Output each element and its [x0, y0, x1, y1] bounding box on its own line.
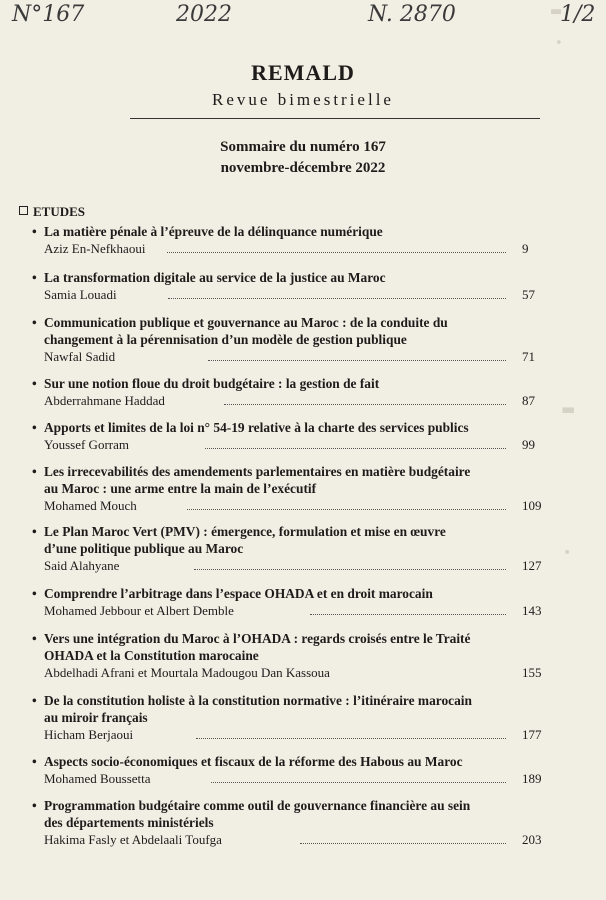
dot-leader [167, 252, 506, 253]
article-title [32, 223, 547, 240]
checkbox-icon [19, 206, 28, 215]
toc-entry [32, 269, 547, 304]
article-title-line: • La matière pénale à l’épreuve de la délinquance numérique [44, 224, 383, 239]
author-line [32, 436, 547, 454]
toc-entry [32, 630, 547, 682]
article-title-line: • Apports et limites de la loi n° 54-19 relative à la charte des services publics [44, 420, 469, 435]
summary-date: novembre-décembre 2022 [220, 160, 386, 176]
author-line [32, 240, 547, 258]
article-title-line: • Le Plan Maroc Vert (PMV) : émergence, formulation et mise en œuvre [44, 524, 446, 539]
article-title-line: • De la constitution holiste à la constitution normative : l’itinéraire marocain [44, 693, 472, 708]
author-line [32, 557, 547, 575]
article-title-line: • Aspects socio-économiques et fiscaux de la réforme des Habous au Maroc [44, 754, 463, 769]
article-authors: Samia Louadi [44, 287, 117, 302]
toc-entry [32, 753, 547, 788]
page-number: 109 [522, 498, 542, 513]
page-number: 177 [522, 727, 542, 742]
author-line [32, 831, 547, 849]
dot-leader [211, 782, 506, 783]
dot-leader [208, 360, 506, 361]
page-number: 203 [522, 832, 542, 847]
article-title [32, 419, 547, 436]
handwritten-part: 1/2 [560, 2, 596, 27]
article-authors: Hakima Fasly et Abdelaali Toufga [44, 832, 222, 847]
article-authors: Mohamed Jebbour et Albert Demble [44, 603, 234, 618]
page-number: 57 [522, 287, 535, 302]
toc-entry [32, 375, 547, 410]
article-title-line: • Sur une notion floue du droit budgétaire : la gestion de fait [44, 376, 380, 391]
toc-entry [32, 419, 547, 454]
page-number: 155 [522, 665, 542, 680]
handwritten-issue-number: N°167 [12, 2, 85, 27]
article-title-line: • Les irrecevabilités des amendements parlementaires en matière budgétaire [44, 464, 471, 479]
page-number: 9 [522, 241, 529, 256]
article-title-line: au miroir français [44, 710, 148, 725]
author-line [32, 770, 547, 788]
page-number: 189 [522, 771, 542, 786]
summary-title: Sommaire du numéro 167 [220, 139, 386, 155]
article-title-line: • Vers une intégration du Maroc à l’OHADA : regards croisés entre le Traité [44, 631, 471, 646]
article-authors: Abderrahmane Haddad [44, 393, 165, 408]
dot-leader [168, 298, 506, 299]
toc-entry [32, 692, 547, 744]
page-number: 87 [522, 393, 535, 408]
article-title-line: • La transformation digitale au service de la justice au Maroc [44, 270, 386, 285]
section-label: ETUDES [33, 204, 86, 219]
toc-entry [32, 463, 547, 515]
dot-leader [187, 509, 506, 510]
article-authors: Aziz En-Nefkhaoui [44, 241, 146, 256]
article-title-line: changement à la pérennisation d’un modèle de gestion publique [44, 332, 407, 347]
toc-entry [32, 523, 547, 575]
handwritten-inventory-number: N. 2870 [368, 2, 456, 27]
toc-entry [32, 314, 547, 366]
dot-leader [300, 843, 506, 844]
article-title [32, 753, 547, 770]
article-title [32, 463, 547, 497]
show-through-mark: • [563, 545, 572, 561]
article-authors: Youssef Gorram [44, 437, 129, 452]
article-title [32, 314, 547, 348]
article-title [32, 692, 547, 726]
article-title [32, 523, 547, 557]
article-title-line: des départements ministériels [44, 815, 214, 830]
article-authors: Mohamed Boussetta [44, 771, 151, 786]
article-title [32, 585, 547, 602]
article-title [32, 269, 547, 286]
dot-leader [196, 738, 506, 739]
article-authors: Mohamed Mouch [44, 498, 137, 513]
author-line [32, 664, 547, 682]
article-authors: Abdelhadi Afrani et Mourtala Madougou Dan Kassoua [44, 665, 330, 680]
article-title-line: • Programmation budgétaire comme outil de gouvernance financière au sein [44, 798, 471, 813]
article-title [32, 375, 547, 392]
author-line [32, 726, 547, 744]
show-through-mark: • [555, 36, 563, 51]
article-title-line: au Maroc : une arme entre la main de l’exécutif [44, 481, 317, 496]
dot-leader [310, 614, 506, 615]
page-number: 99 [522, 437, 535, 452]
article-authors: Nawfal Sadid [44, 349, 116, 364]
toc-entry [32, 223, 547, 258]
show-through-mark: ▬ [550, 4, 563, 19]
handwritten-year: 2022 [176, 2, 232, 27]
author-line [32, 286, 547, 304]
author-line [32, 602, 547, 620]
page-number: 71 [522, 349, 535, 364]
journal-name: REMALD [251, 60, 355, 85]
toc-entry [32, 585, 547, 620]
header-rule [130, 118, 540, 119]
article-authors: Said Alahyane [44, 558, 120, 573]
author-line [32, 348, 547, 366]
page-number: 143 [522, 603, 542, 618]
page-number: 127 [522, 558, 542, 573]
article-title [32, 797, 547, 831]
author-line [32, 392, 547, 410]
article-title [32, 630, 547, 664]
article-title-line: OHADA et la Constitution marocaine [44, 648, 259, 663]
journal-subtitle: Revue bimestrielle [212, 90, 394, 109]
author-line [32, 497, 547, 515]
article-title-line: d’une politique publique au Maroc [44, 541, 244, 556]
article-authors: Hicham Berjaoui [44, 727, 134, 742]
section-heading [19, 204, 85, 220]
article-title-line: • Comprendre l’arbitrage dans l’espace OHADA et en droit marocain [44, 586, 433, 601]
show-through-mark: ▬ [561, 400, 576, 418]
article-title-line: • Communication publique et gouvernance au Maroc : de la conduite du [44, 315, 448, 330]
dot-leader [205, 448, 506, 449]
dot-leader [224, 404, 506, 405]
toc-entry [32, 797, 547, 849]
dot-leader [194, 569, 506, 570]
